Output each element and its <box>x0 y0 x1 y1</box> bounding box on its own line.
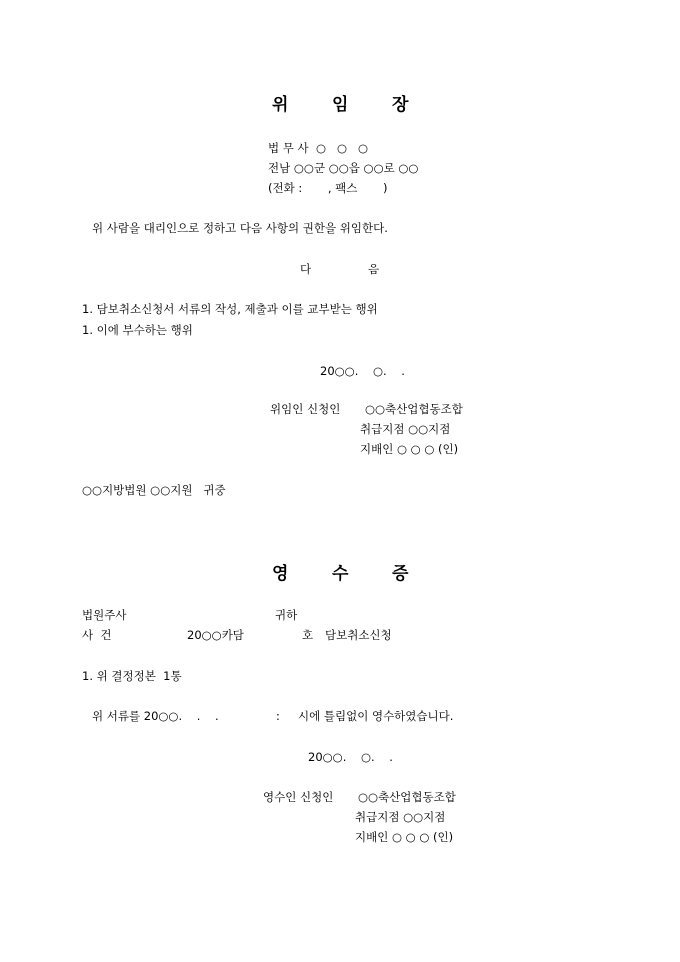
poa-item-2: 1. 이에 부수하는 행위 <box>82 323 193 337</box>
receipt-date: 20○○. ○. . <box>308 750 393 764</box>
poa-manager: 지배인 ○ ○ ○ (인) <box>360 442 459 456</box>
receipt-manager: 지배인 ○ ○ ○ (인) <box>355 830 454 844</box>
receipt-case-ho: 호 <box>302 628 314 642</box>
receipt-receiver-name: ○○축산업협동조합 <box>358 790 456 804</box>
receipt-item: 1. 위 결정정본 1통 <box>82 669 182 683</box>
receipt-title-char-1: 영 <box>272 564 289 584</box>
poa-agent: 법 무 사 ○ ○ ○ <box>268 141 368 155</box>
poa-statement: 위 사람을 대리인으로 정하고 다음 사항의 권한을 위임한다. <box>92 221 388 235</box>
receipt-branch: 취급지점 ○○지점 <box>355 810 446 824</box>
poa-title-char-3: 장 <box>392 95 409 115</box>
poa-heading-char-2: 음 <box>368 262 380 276</box>
poa-item-1: 1. 담보취소신청서 서류의 작성, 제출과 이를 교부받는 행위 <box>82 302 378 316</box>
receipt-title-char-2: 수 <box>332 564 349 584</box>
poa-principal-name: ○○축산업협동조합 <box>365 402 463 416</box>
receipt-receiver-label: 영수인 신청인 <box>263 790 334 804</box>
receipt-title-char-3: 증 <box>392 564 409 584</box>
poa-contact: (전화 : , 팩스 ) <box>268 181 388 195</box>
receipt-to-honorific: 귀하 <box>275 608 298 622</box>
poa-title-char-1: 위 <box>272 95 289 115</box>
receipt-case-number: 20○○카담 <box>187 628 244 642</box>
poa-date: 20○○. ○. . <box>320 364 405 378</box>
receipt-statement-start: 위 서류를 20○○. . . <box>92 709 219 723</box>
receipt-statement-colon: : <box>276 709 280 723</box>
poa-title-char-2: 임 <box>332 95 349 115</box>
poa-principal-label: 위임인 신청인 <box>270 402 341 416</box>
receipt-statement-end: 시에 틀림없이 영수하였습니다. <box>298 709 454 723</box>
poa-heading-char-1: 다 <box>300 262 312 276</box>
receipt-case-label: 사 건 <box>82 628 112 642</box>
receipt-case-name: 담보취소신청 <box>325 628 392 642</box>
poa-address: 전남 ○○군 ○○읍 ○○로 ○○ <box>268 161 419 175</box>
poa-addressee: ○○지방법원 ○○지원 귀중 <box>82 483 226 497</box>
receipt-to-label: 법원주사 <box>82 608 127 622</box>
poa-branch: 취급지점 ○○지점 <box>360 422 451 436</box>
